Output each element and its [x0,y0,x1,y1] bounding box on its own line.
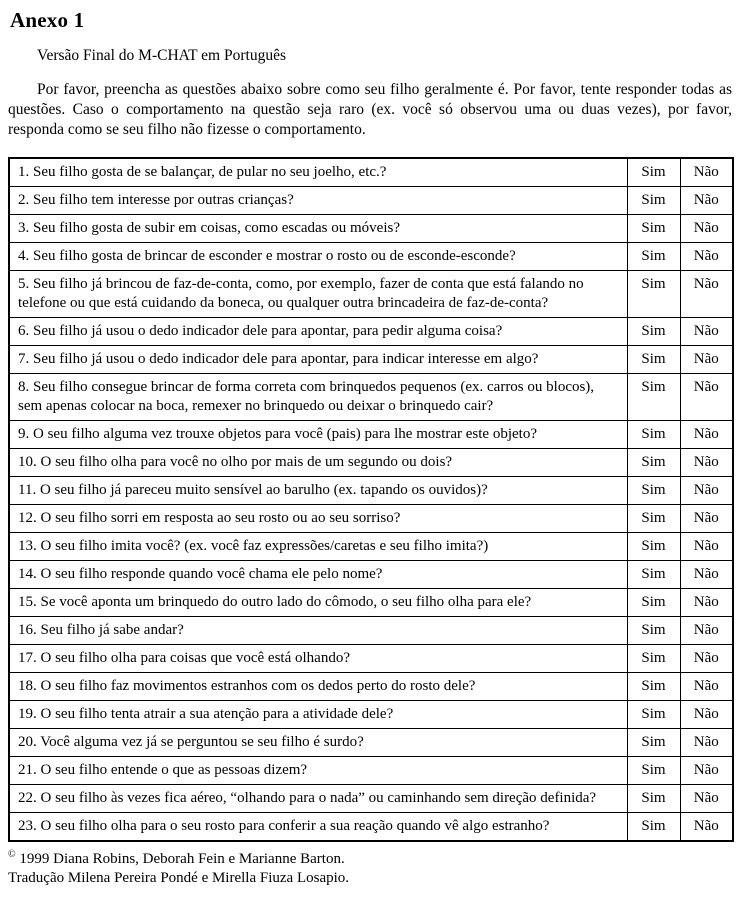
answer-yes-cell: Sim [627,785,680,813]
table-row [9,158,733,187]
table-row [9,729,733,757]
question-text: 11. O seu filho já pareceu muito sensível ao barulho (ex. tapando os ouvidos)? [9,477,627,505]
question-text: 14. O seu filho responde quando você chama ele pelo nome? [9,561,627,589]
answer-no-cell: Não [680,785,733,813]
question-text: 2. Seu filho tem interesse por outras crianças? [9,187,627,215]
answer-no-cell: Não [680,187,733,215]
answer-no-cell: Não [680,158,733,187]
question-text: 18. O seu filho faz movimentos estranhos com os dedos perto do rosto dele? [9,673,627,701]
answer-no-cell: Não [680,505,733,533]
copyright-line [8,845,732,869]
answer-yes-cell: Sim [627,673,680,701]
answer-yes-cell: Sim [627,561,680,589]
question-text: 9. O seu filho alguma vez trouxe objetos para você (pais) para lhe mostrar este objeto? [9,421,627,449]
answer-no-cell: Não [680,617,733,645]
page-title: Anexo 1 [10,8,85,32]
answer-no-cell: Não [680,645,733,673]
questions-table-body [9,158,733,841]
answer-no-cell: Não [680,215,733,243]
answer-no-cell: Não [680,243,733,271]
question-text: 16. Seu filho já sabe andar? [9,617,627,645]
answer-yes-cell: Sim [627,215,680,243]
question-text: 13. O seu filho imita você? (ex. você faz expressões/caretas e seu filho imita?) [9,533,627,561]
translation-line: Tradução Milena Pereira Pondé e Mirella Fiuza Losapio. [8,870,350,886]
answer-no-cell: Não [680,318,733,346]
answer-no-cell: Não [680,271,733,318]
question-text: 15. Se você aponta um brinquedo do outro lado do cômodo, o seu filho olha para ele? [9,589,627,617]
answer-no-cell: Não [680,561,733,589]
table-row [9,243,733,271]
answer-yes-cell: Sim [627,729,680,757]
answer-yes-cell: Sim [627,271,680,318]
answer-yes-cell: Sim [627,813,680,842]
answer-yes-cell: Sim [627,701,680,729]
answer-no-cell: Não [680,757,733,785]
question-text: 4. Seu filho gosta de brincar de esconder e mostrar o rosto ou de esconde-esconde? [9,243,627,271]
questionnaire-table [8,157,734,842]
answer-no-cell: Não [680,421,733,449]
answer-yes-cell: Sim [627,477,680,505]
answer-yes-cell: Sim [627,158,680,187]
table-row [9,505,733,533]
table-row [9,701,733,729]
answer-no-cell: Não [680,589,733,617]
table-row [9,757,733,785]
table-row [9,421,733,449]
table-row [9,215,733,243]
table-row [9,561,733,589]
answer-no-cell: Não [680,533,733,561]
question-text: 23. O seu filho olha para o seu rosto para conferir a sua reação quando vê algo estranho? [9,813,627,842]
answer-no-cell: Não [680,701,733,729]
answer-no-cell: Não [680,374,733,421]
copyright-symbol: © [8,849,16,860]
table-row [9,813,733,842]
instructions-paragraph: Por favor, preencha as questões abaixo sobre como seu filho geralmente é. Por favor, tente responder todas as questões. Caso o comportamento na questão seja raro (ex. você só observou uma ou duas vezes), por favor, responda como se seu filho não fizesse o comportamento. [8,81,732,138]
question-text: 21. O seu filho entende o que as pessoas dizem? [9,757,627,785]
table-row [9,271,733,318]
answer-yes-cell: Sim [627,757,680,785]
answer-yes-cell: Sim [627,346,680,374]
answer-no-cell: Não [680,673,733,701]
table-row [9,589,733,617]
table-row [9,477,733,505]
table-row [9,533,733,561]
question-text: 19. O seu filho tenta atrair a sua atenção para a atividade dele? [9,701,627,729]
question-text: 20. Você alguma vez já se perguntou se seu filho é surdo? [9,729,627,757]
answer-yes-cell: Sim [627,617,680,645]
table-row [9,449,733,477]
question-text: 3. Seu filho gosta de subir em coisas, como escadas ou móveis? [9,215,627,243]
answer-no-cell: Não [680,729,733,757]
answer-yes-cell: Sim [627,243,680,271]
table-row [9,645,733,673]
answer-yes-cell: Sim [627,318,680,346]
answer-no-cell: Não [680,813,733,842]
table-row [9,187,733,215]
question-text: 6. Seu filho já usou o dedo indicador dele para apontar, para pedir alguma coisa? [9,318,627,346]
document-subtitle: Versão Final do M-CHAT em Português [37,47,286,64]
question-text: 7. Seu filho já usou o dedo indicador dele para apontar, para indicar interesse em algo? [9,346,627,374]
table-row [9,673,733,701]
copyright-text: 1999 Diana Robins, Deborah Fein e Marianne Barton. [15,851,345,867]
answer-yes-cell: Sim [627,505,680,533]
table-row [9,785,733,813]
answer-yes-cell: Sim [627,589,680,617]
document-footer [8,845,732,888]
question-text: 5. Seu filho já brincou de faz-de-conta, como, por exemplo, fazer de conta que está falando no telefone ou que está cuidando da boneca, ou qualquer outra brincadeira de faz-de-conta? [9,271,627,318]
answer-no-cell: Não [680,477,733,505]
question-text: 22. O seu filho às vezes fica aéreo, “olhando para o nada” ou caminhando sem direção definida? [9,785,627,813]
question-text: 8. Seu filho consegue brincar de forma correta com brinquedos pequenos (ex. carros ou blocos), sem apenas colocar na boca, remexer no brinquedo ou deixar o brinquedo cair? [9,374,627,421]
question-text: 12. O seu filho sorri em resposta ao seu rosto ou ao seu sorriso? [9,505,627,533]
answer-no-cell: Não [680,346,733,374]
table-row [9,318,733,346]
table-row [9,617,733,645]
question-text: 1. Seu filho gosta de se balançar, de pular no seu joelho, etc.? [9,158,627,187]
answer-yes-cell: Sim [627,449,680,477]
answer-yes-cell: Sim [627,374,680,421]
table-row [9,346,733,374]
answer-yes-cell: Sim [627,187,680,215]
table-row [9,374,733,421]
question-text: 17. O seu filho olha para coisas que você está olhando? [9,645,627,673]
answer-yes-cell: Sim [627,645,680,673]
answer-yes-cell: Sim [627,421,680,449]
answer-yes-cell: Sim [627,533,680,561]
answer-no-cell: Não [680,449,733,477]
question-text: 10. O seu filho olha para você no olho por mais de um segundo ou dois? [9,449,627,477]
